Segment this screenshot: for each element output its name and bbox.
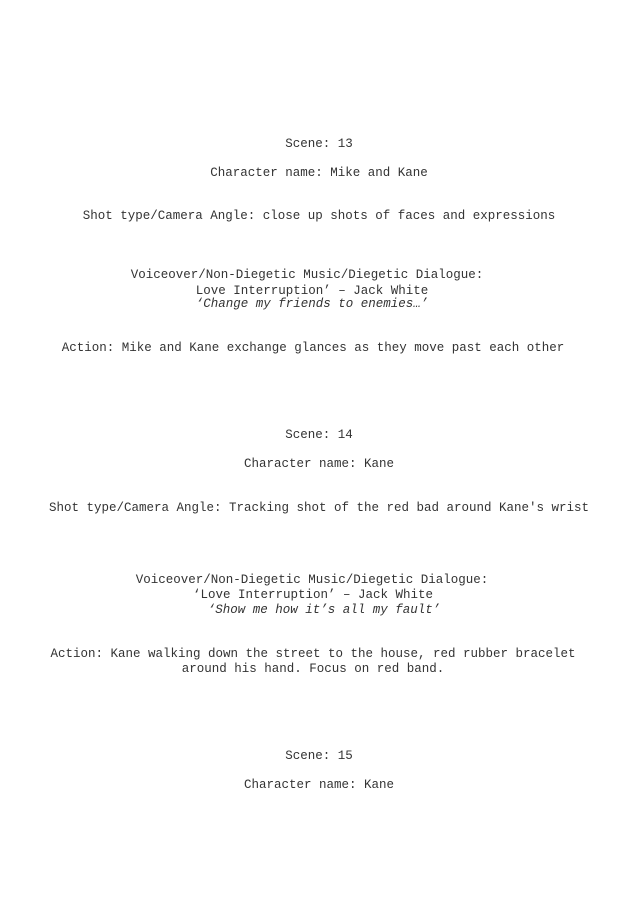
scene-14-shot-type: Shot type/Camera Angle: Tracking shot of the red bad around Kane's wrist (48, 501, 590, 515)
scene-13-shot-type: Shot type/Camera Angle: close up shots of faces and expressions (82, 209, 556, 223)
scene-13-audio-song: Love Interruption’ – Jack White (195, 284, 429, 298)
scene-13-number: Scene: 13 (285, 137, 353, 151)
scene-14-audio-lyric: ‘Show me how it’s all my fault’ (207, 603, 441, 617)
scene-14-number: Scene: 14 (285, 428, 353, 442)
scene-14-action-line-2: around his hand. Focus on red band. (181, 662, 445, 676)
scene-13-audio-heading: Voiceover/Non-Diegetic Music/Diegetic Dialogue: (130, 268, 484, 282)
scene-13-audio-lyric: ‘Change my friends to enemies…’ (195, 297, 429, 311)
scene-13-action: Action: Mike and Kane exchange glances as they move past each other (61, 341, 565, 355)
scene-13-character: Character name: Mike and Kane (210, 166, 428, 180)
scene-14-character: Character name: Kane (243, 457, 395, 471)
scene-15-number: Scene: 15 (285, 749, 353, 763)
scene-14-audio-heading: Voiceover/Non-Diegetic Music/Diegetic Dialogue: (135, 573, 489, 587)
scene-14-audio-song: ‘Love Interruption’ – Jack White (192, 588, 434, 602)
scene-14-action-line-1: Action: Kane walking down the street to the house, red rubber bracelet (50, 647, 576, 661)
scene-15-character: Character name: Kane (243, 778, 395, 792)
